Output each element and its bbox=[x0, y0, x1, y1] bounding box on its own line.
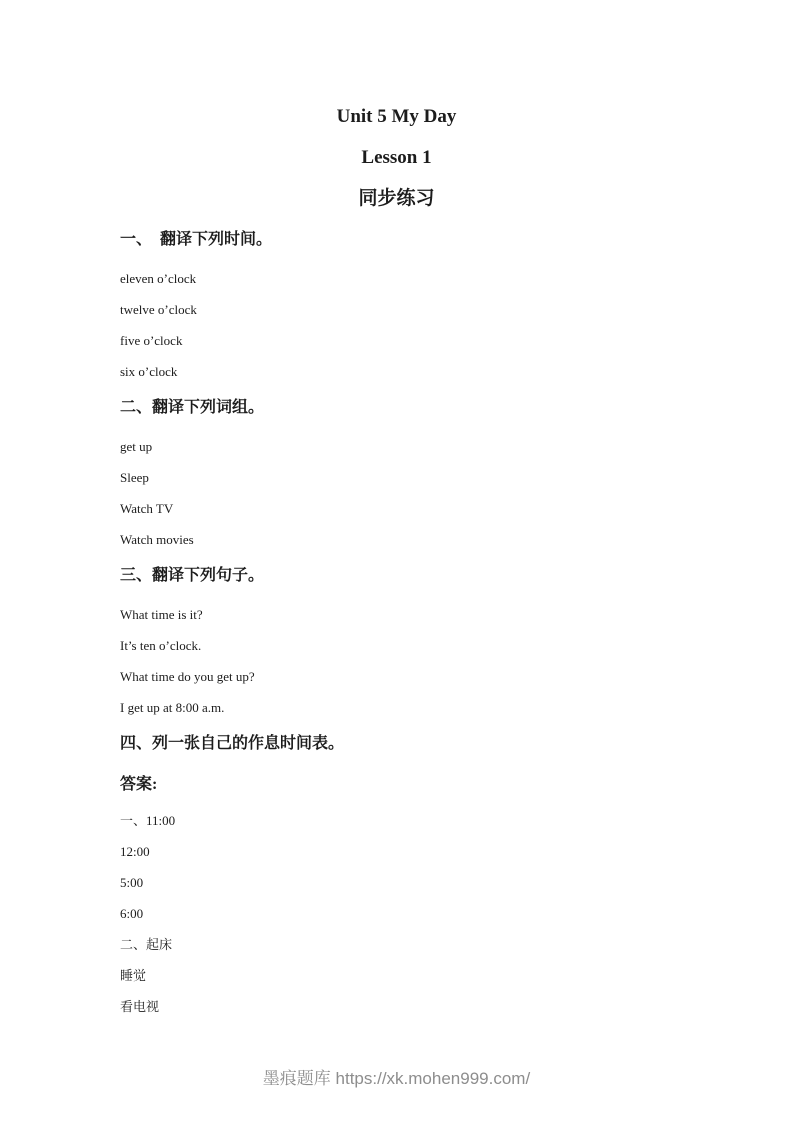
section-4-heading: 四、列一张自己的作息时间表。 bbox=[120, 735, 345, 752]
answer-line-4: 6:00 bbox=[120, 906, 144, 921]
section-2-item-1: get up bbox=[120, 439, 153, 454]
section-3-heading: 三、翻译下列句子。 bbox=[120, 567, 265, 584]
worksheet-subtitle: 同步练习 bbox=[358, 188, 435, 209]
section-3-item-2: It’s ten o’clock. bbox=[120, 638, 202, 653]
footer-watermark: 墨痕题库 https://xk.mohen999.com/ bbox=[262, 1069, 531, 1088]
unit-title: Unit 5 My Day bbox=[336, 106, 457, 127]
answer-line-6: 睡觉 bbox=[120, 968, 147, 983]
section-3-item-4: I get up at 8:00 a.m. bbox=[120, 700, 225, 715]
answer-line-1: 一、11:00 bbox=[120, 813, 176, 828]
answer-line-3: 5:00 bbox=[120, 875, 144, 890]
section-1-item-1: eleven o’clock bbox=[120, 271, 197, 286]
answer-line-7: 看电视 bbox=[120, 999, 160, 1014]
lesson-title: Lesson 1 bbox=[361, 147, 432, 168]
section-2-item-3: Watch TV bbox=[120, 501, 174, 516]
section-1-item-4: six o’clock bbox=[120, 364, 178, 379]
section-2-item-2: Sleep bbox=[120, 470, 149, 485]
answers-label: 答案: bbox=[120, 776, 158, 793]
section-1-heading: 一、 翻译下列时间。 bbox=[120, 231, 273, 248]
answer-line-5: 二、起床 bbox=[120, 937, 173, 952]
section-3-item-3: What time do you get up? bbox=[120, 669, 255, 684]
answer-line-2: 12:00 bbox=[120, 844, 150, 859]
section-3-item-1: What time is it? bbox=[120, 607, 203, 622]
section-2-item-4: Watch movies bbox=[120, 532, 194, 547]
section-1-item-2: twelve o’clock bbox=[120, 302, 197, 317]
section-1-item-3: five o’clock bbox=[120, 333, 183, 348]
section-2-heading: 二、翻译下列词组。 bbox=[120, 399, 265, 416]
